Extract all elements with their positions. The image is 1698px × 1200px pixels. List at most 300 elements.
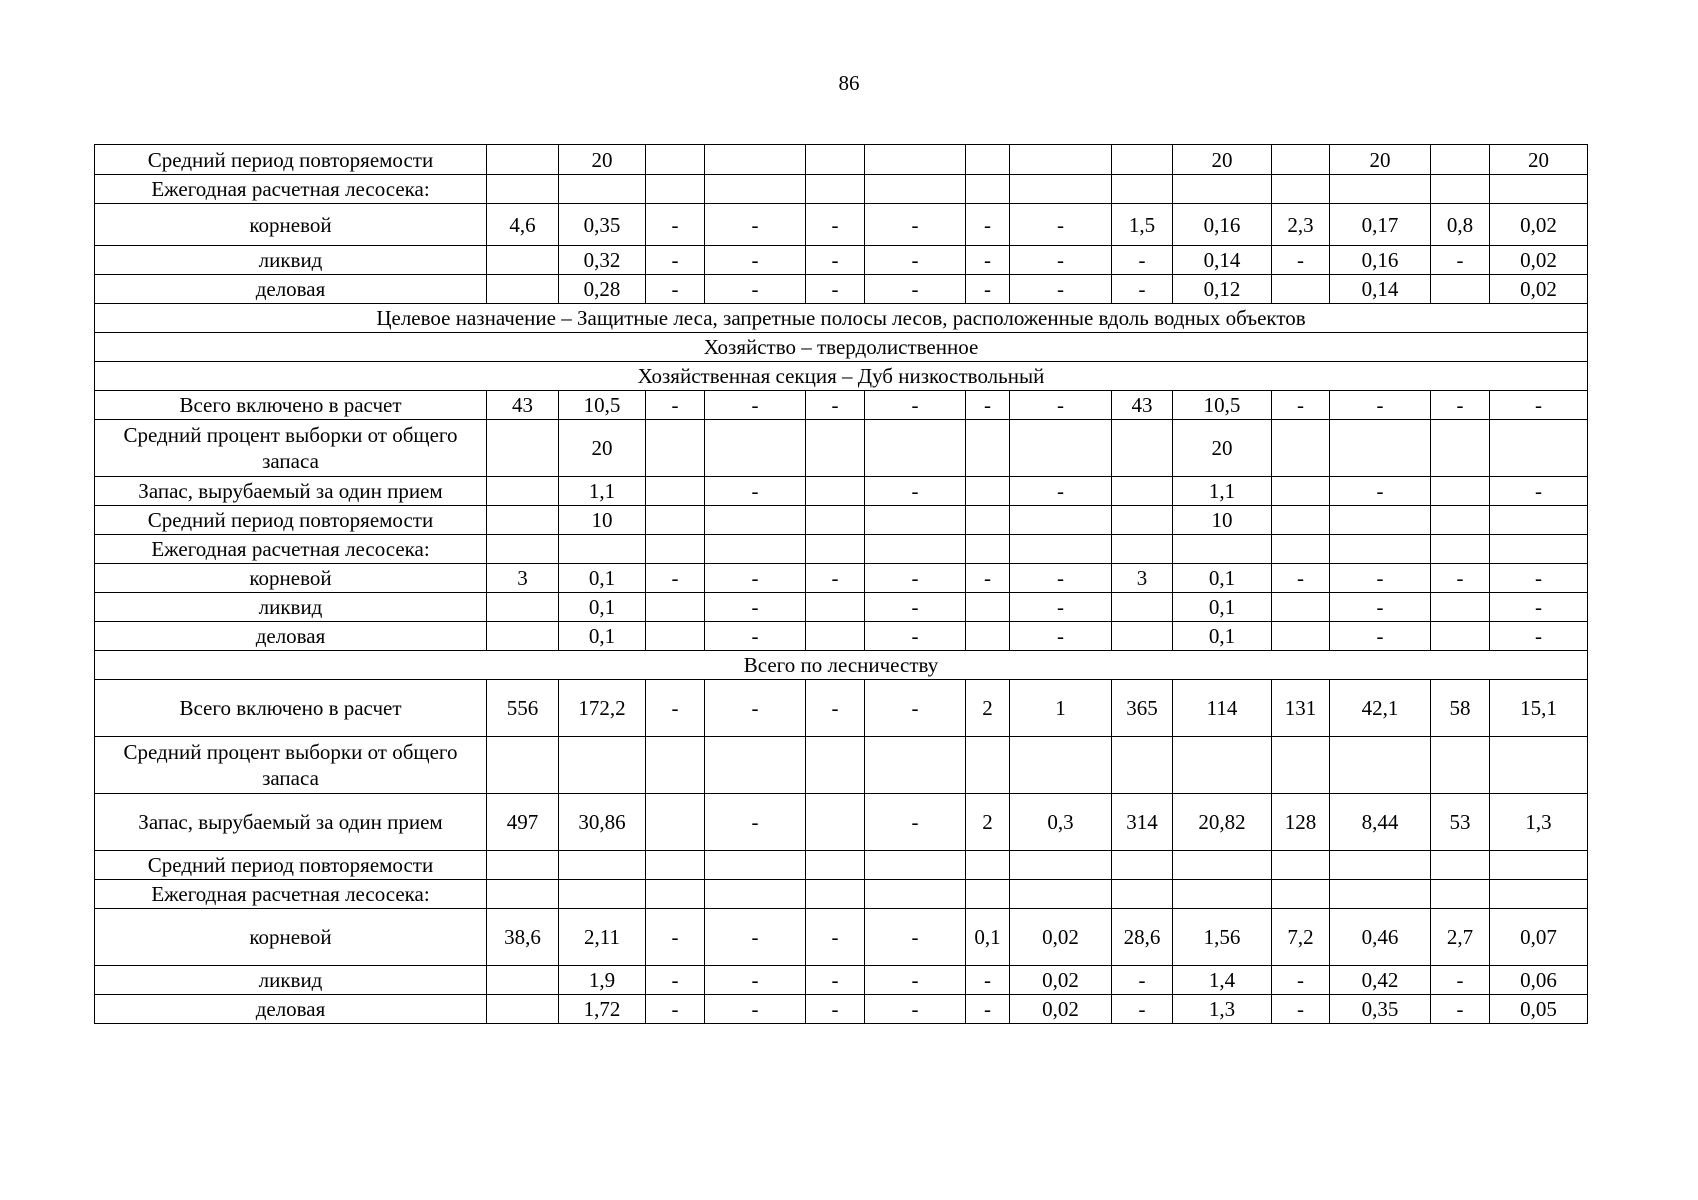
table-cell: 20 bbox=[559, 420, 646, 477]
table-cell bbox=[1010, 851, 1112, 880]
table-cell: - bbox=[1330, 622, 1431, 651]
table-cell: 0,35 bbox=[559, 204, 646, 246]
table-cell bbox=[1330, 737, 1431, 794]
table-cell: 1,9 bbox=[559, 966, 646, 995]
table-cell bbox=[806, 535, 865, 564]
table-cell bbox=[806, 420, 865, 477]
table-cell: 1,5 bbox=[1112, 204, 1173, 246]
table-cell bbox=[487, 246, 559, 275]
table-cell bbox=[1112, 535, 1173, 564]
table-cell: - bbox=[806, 680, 865, 737]
table-cell: - bbox=[1490, 477, 1588, 506]
table-cell: - bbox=[1490, 391, 1588, 420]
table-cell: 2 bbox=[966, 680, 1010, 737]
table-cell bbox=[1490, 880, 1588, 909]
table-cell bbox=[1490, 506, 1588, 535]
row-label: Ежегодная расчетная лесосека: bbox=[95, 880, 487, 909]
table-cell: 53 bbox=[1431, 794, 1490, 851]
table-cell bbox=[806, 175, 865, 204]
table-cell bbox=[806, 851, 865, 880]
table-cell bbox=[966, 175, 1010, 204]
table-cell: 0,12 bbox=[1173, 275, 1272, 304]
table-cell: 10 bbox=[1173, 506, 1272, 535]
table-row bbox=[95, 275, 1588, 304]
table-row bbox=[95, 420, 1588, 477]
table-cell bbox=[1272, 851, 1330, 880]
section-heading: Хозяйственная секция – Дуб низкоствольный bbox=[95, 362, 1588, 391]
table-cell bbox=[865, 420, 966, 477]
table-row bbox=[95, 680, 1588, 737]
table-row bbox=[95, 737, 1588, 794]
table-cell bbox=[1272, 175, 1330, 204]
table-cell: 0,16 bbox=[1173, 204, 1272, 246]
table-cell bbox=[865, 535, 966, 564]
table-cell bbox=[705, 880, 806, 909]
table-cell: 30,86 bbox=[559, 794, 646, 851]
table-row bbox=[95, 477, 1588, 506]
table-row bbox=[95, 564, 1588, 593]
table-cell: - bbox=[646, 995, 705, 1024]
table-cell: - bbox=[865, 794, 966, 851]
table-cell: 0,14 bbox=[1173, 246, 1272, 275]
table-cell bbox=[646, 851, 705, 880]
table-cell bbox=[1272, 275, 1330, 304]
table-cell bbox=[1112, 145, 1173, 175]
table-cell bbox=[1010, 737, 1112, 794]
table-cell: 1,4 bbox=[1173, 966, 1272, 995]
table-cell bbox=[1431, 737, 1490, 794]
table-cell: - bbox=[1112, 966, 1173, 995]
table-cell bbox=[806, 477, 865, 506]
table-cell: 0,17 bbox=[1330, 204, 1431, 246]
table-cell: - bbox=[865, 564, 966, 593]
row-label: ликвид bbox=[95, 593, 487, 622]
table-cell: - bbox=[966, 966, 1010, 995]
table-row bbox=[95, 391, 1588, 420]
table-cell bbox=[705, 506, 806, 535]
section-heading: Целевое назначение – Защитные леса, запретные полосы лесов, расположенные вдоль водных объектов bbox=[95, 304, 1588, 333]
table-cell: 365 bbox=[1112, 680, 1173, 737]
table-cell bbox=[865, 506, 966, 535]
table-cell bbox=[966, 477, 1010, 506]
table-cell: - bbox=[806, 909, 865, 966]
table-cell: - bbox=[1010, 593, 1112, 622]
table-cell: 10,5 bbox=[1173, 391, 1272, 420]
table-cell bbox=[966, 593, 1010, 622]
table-cell bbox=[966, 420, 1010, 477]
table-cell bbox=[966, 145, 1010, 175]
table-cell: - bbox=[1010, 246, 1112, 275]
table-cell: 0,1 bbox=[1173, 564, 1272, 593]
table-cell: - bbox=[865, 995, 966, 1024]
table-cell bbox=[1272, 506, 1330, 535]
table-cell bbox=[1330, 880, 1431, 909]
table-cell: 2,3 bbox=[1272, 204, 1330, 246]
table-cell: 20 bbox=[1173, 145, 1272, 175]
row-label: деловая bbox=[95, 995, 487, 1024]
table-cell: 28,6 bbox=[1112, 909, 1173, 966]
table-cell bbox=[806, 794, 865, 851]
table-cell bbox=[487, 851, 559, 880]
table-cell bbox=[487, 477, 559, 506]
table-cell bbox=[487, 275, 559, 304]
table-cell bbox=[487, 535, 559, 564]
table-cell: 0,02 bbox=[1490, 246, 1588, 275]
table-cell bbox=[1490, 175, 1588, 204]
table-cell bbox=[865, 851, 966, 880]
row-label: Средний процент выборки от общего запаса bbox=[95, 737, 487, 794]
table-cell: 2,11 bbox=[559, 909, 646, 966]
table-cell: - bbox=[1010, 622, 1112, 651]
table-cell: 314 bbox=[1112, 794, 1173, 851]
table-cell bbox=[1272, 593, 1330, 622]
row-label: Средний период повторяемости bbox=[95, 145, 487, 175]
table-cell: - bbox=[1272, 966, 1330, 995]
table-cell: 0,06 bbox=[1490, 966, 1588, 995]
table-cell bbox=[1431, 535, 1490, 564]
section-heading: Всего по лесничеству bbox=[95, 651, 1588, 680]
row-label: Средний процент выборки от общего запаса bbox=[95, 420, 487, 477]
table-cell: 0,3 bbox=[1010, 794, 1112, 851]
table-cell: 42,1 bbox=[1330, 680, 1431, 737]
table-cell: 556 bbox=[487, 680, 559, 737]
table-row bbox=[95, 851, 1588, 880]
row-label: корневой bbox=[95, 909, 487, 966]
table-cell: 0,02 bbox=[1490, 275, 1588, 304]
table-cell: - bbox=[1330, 564, 1431, 593]
table-cell: - bbox=[1330, 391, 1431, 420]
table-cell: 0,16 bbox=[1330, 246, 1431, 275]
table-cell: 20 bbox=[1173, 420, 1272, 477]
table-cell: 497 bbox=[487, 794, 559, 851]
table-cell bbox=[865, 737, 966, 794]
table-cell bbox=[487, 175, 559, 204]
table-cell: 3 bbox=[487, 564, 559, 593]
table-cell bbox=[1490, 535, 1588, 564]
table-cell: - bbox=[865, 966, 966, 995]
table-cell bbox=[646, 477, 705, 506]
table-cell: - bbox=[806, 246, 865, 275]
table-cell: - bbox=[646, 909, 705, 966]
row-label: корневой bbox=[95, 204, 487, 246]
table-cell: - bbox=[646, 564, 705, 593]
table-cell: - bbox=[865, 593, 966, 622]
table-cell: 0,35 bbox=[1330, 995, 1431, 1024]
table-cell: - bbox=[1272, 246, 1330, 275]
table-cell bbox=[1431, 622, 1490, 651]
table-cell bbox=[646, 535, 705, 564]
table-cell bbox=[705, 851, 806, 880]
table-row bbox=[95, 246, 1588, 275]
table-cell bbox=[1330, 851, 1431, 880]
row-label: ликвид bbox=[95, 246, 487, 275]
table-row bbox=[95, 175, 1588, 204]
table-cell: - bbox=[646, 275, 705, 304]
table-cell: - bbox=[705, 593, 806, 622]
table-cell bbox=[559, 880, 646, 909]
table-cell bbox=[1173, 535, 1272, 564]
table-cell: - bbox=[1010, 391, 1112, 420]
table-cell: 0,46 bbox=[1330, 909, 1431, 966]
table-cell bbox=[966, 535, 1010, 564]
table-cell: 0,14 bbox=[1330, 275, 1431, 304]
table-cell: 58 bbox=[1431, 680, 1490, 737]
table-cell: - bbox=[865, 477, 966, 506]
table-cell: 7,2 bbox=[1272, 909, 1330, 966]
table-cell bbox=[559, 737, 646, 794]
table-cell bbox=[1330, 175, 1431, 204]
table-cell: - bbox=[1272, 391, 1330, 420]
table-cell: - bbox=[865, 680, 966, 737]
table-row bbox=[95, 880, 1588, 909]
table-cell bbox=[1272, 737, 1330, 794]
table-cell bbox=[1330, 420, 1431, 477]
table-cell bbox=[806, 506, 865, 535]
table-cell bbox=[1010, 420, 1112, 477]
table-cell: - bbox=[966, 391, 1010, 420]
table-cell bbox=[559, 851, 646, 880]
table-cell bbox=[646, 145, 705, 175]
table-cell bbox=[487, 593, 559, 622]
section-row bbox=[95, 651, 1588, 680]
table-cell: 10,5 bbox=[559, 391, 646, 420]
table-cell: 0,05 bbox=[1490, 995, 1588, 1024]
table-cell: - bbox=[865, 204, 966, 246]
table-cell: - bbox=[1272, 995, 1330, 1024]
table-cell: - bbox=[1330, 477, 1431, 506]
table-row bbox=[95, 204, 1588, 246]
row-label: Средний период повторяемости bbox=[95, 506, 487, 535]
table-cell bbox=[1272, 880, 1330, 909]
table-cell: - bbox=[1010, 564, 1112, 593]
table-cell bbox=[487, 880, 559, 909]
table-cell bbox=[646, 794, 705, 851]
row-label: Запас, вырубаемый за один прием bbox=[95, 794, 487, 851]
table-cell: - bbox=[1431, 391, 1490, 420]
section-row bbox=[95, 333, 1588, 362]
table-cell: - bbox=[705, 909, 806, 966]
table-cell: 0,28 bbox=[559, 275, 646, 304]
table-cell bbox=[1112, 622, 1173, 651]
table-cell: - bbox=[705, 477, 806, 506]
table-cell bbox=[806, 880, 865, 909]
table-cell bbox=[487, 145, 559, 175]
row-label: Всего включено в расчет bbox=[95, 680, 487, 737]
table-cell: - bbox=[705, 204, 806, 246]
table-cell bbox=[646, 175, 705, 204]
row-label: Ежегодная расчетная лесосека: bbox=[95, 535, 487, 564]
table-cell bbox=[1431, 275, 1490, 304]
table-cell: - bbox=[806, 204, 865, 246]
table-cell bbox=[1272, 477, 1330, 506]
table-cell bbox=[1272, 535, 1330, 564]
table-cell: 172,2 bbox=[559, 680, 646, 737]
table-cell bbox=[966, 506, 1010, 535]
row-label: Средний период повторяемости bbox=[95, 851, 487, 880]
table-cell: - bbox=[806, 391, 865, 420]
table-cell: - bbox=[646, 246, 705, 275]
table-cell bbox=[966, 622, 1010, 651]
table-cell: 0,1 bbox=[559, 622, 646, 651]
table-cell: - bbox=[865, 391, 966, 420]
table-cell: 0,02 bbox=[1490, 204, 1588, 246]
table-cell: 2,7 bbox=[1431, 909, 1490, 966]
table-cell: - bbox=[1431, 246, 1490, 275]
table-row bbox=[95, 506, 1588, 535]
table-cell: - bbox=[705, 622, 806, 651]
table-cell bbox=[705, 420, 806, 477]
table-cell: - bbox=[1010, 275, 1112, 304]
table-cell: 3 bbox=[1112, 564, 1173, 593]
table-cell: - bbox=[1112, 995, 1173, 1024]
table-row bbox=[95, 909, 1588, 966]
table-cell: - bbox=[1490, 622, 1588, 651]
table-cell bbox=[1431, 477, 1490, 506]
table-cell: - bbox=[966, 564, 1010, 593]
table-cell: - bbox=[646, 204, 705, 246]
table-cell: 2 bbox=[966, 794, 1010, 851]
table-cell: 4,6 bbox=[487, 204, 559, 246]
table-cell bbox=[1431, 506, 1490, 535]
table-cell: - bbox=[1010, 204, 1112, 246]
table-cell: - bbox=[966, 275, 1010, 304]
table-cell bbox=[865, 145, 966, 175]
table-cell bbox=[646, 420, 705, 477]
table-cell bbox=[705, 737, 806, 794]
table-cell bbox=[705, 535, 806, 564]
table-cell: 20,82 bbox=[1173, 794, 1272, 851]
table-cell: 0,8 bbox=[1431, 204, 1490, 246]
table-cell: 0,42 bbox=[1330, 966, 1431, 995]
table-cell bbox=[1173, 880, 1272, 909]
table-cell: 0,02 bbox=[1010, 966, 1112, 995]
table-cell: 20 bbox=[1490, 145, 1588, 175]
table-cell: 20 bbox=[559, 145, 646, 175]
row-label: Всего включено в расчет bbox=[95, 391, 487, 420]
table-cell bbox=[646, 593, 705, 622]
table-cell: - bbox=[865, 275, 966, 304]
cutting-area-table bbox=[94, 144, 1588, 1024]
table-cell: - bbox=[806, 966, 865, 995]
table-cell: - bbox=[646, 680, 705, 737]
table-cell: 1,3 bbox=[1173, 995, 1272, 1024]
table-cell: 0,02 bbox=[1010, 995, 1112, 1024]
table-cell bbox=[1490, 851, 1588, 880]
table-row bbox=[95, 794, 1588, 851]
table-cell: - bbox=[1330, 593, 1431, 622]
table-cell: 1 bbox=[1010, 680, 1112, 737]
section-row bbox=[95, 304, 1588, 333]
table-row bbox=[95, 145, 1588, 175]
table-cell: - bbox=[646, 391, 705, 420]
table-cell: - bbox=[705, 564, 806, 593]
table-cell: - bbox=[705, 966, 806, 995]
table-cell: 1,72 bbox=[559, 995, 646, 1024]
table-cell: - bbox=[705, 794, 806, 851]
table-cell bbox=[1431, 851, 1490, 880]
table-row bbox=[95, 622, 1588, 651]
table-cell bbox=[1112, 477, 1173, 506]
table-cell bbox=[966, 851, 1010, 880]
table-cell: 8,44 bbox=[1330, 794, 1431, 851]
table-cell: - bbox=[1431, 966, 1490, 995]
table-cell bbox=[1431, 420, 1490, 477]
table-cell bbox=[806, 593, 865, 622]
table-cell: 0,07 bbox=[1490, 909, 1588, 966]
table-cell: - bbox=[646, 966, 705, 995]
table-cell bbox=[806, 145, 865, 175]
table-cell bbox=[1173, 175, 1272, 204]
table-cell: 15,1 bbox=[1490, 680, 1588, 737]
table-cell bbox=[865, 175, 966, 204]
table-cell: - bbox=[865, 246, 966, 275]
table-cell bbox=[1330, 535, 1431, 564]
table-cell bbox=[1272, 420, 1330, 477]
table-cell: - bbox=[705, 391, 806, 420]
table-cell bbox=[487, 966, 559, 995]
table-cell: - bbox=[1010, 477, 1112, 506]
table-cell: 10 bbox=[559, 506, 646, 535]
table-cell: 20 bbox=[1330, 145, 1431, 175]
table-cell: - bbox=[865, 909, 966, 966]
row-label: корневой bbox=[95, 564, 487, 593]
table-cell bbox=[1272, 622, 1330, 651]
table-cell bbox=[865, 880, 966, 909]
table-cell bbox=[1112, 593, 1173, 622]
table-cell bbox=[1431, 880, 1490, 909]
table-cell: - bbox=[966, 995, 1010, 1024]
table-cell: - bbox=[1112, 275, 1173, 304]
table-cell bbox=[487, 420, 559, 477]
table-cell bbox=[1112, 851, 1173, 880]
table-cell: - bbox=[966, 204, 1010, 246]
table-cell bbox=[646, 737, 705, 794]
table-cell: - bbox=[1272, 564, 1330, 593]
table-cell: 1,56 bbox=[1173, 909, 1272, 966]
table-cell bbox=[559, 535, 646, 564]
table-cell: 1,3 bbox=[1490, 794, 1588, 851]
table-cell: - bbox=[1490, 593, 1588, 622]
table-cell bbox=[705, 145, 806, 175]
table-cell bbox=[487, 995, 559, 1024]
table-row bbox=[95, 966, 1588, 995]
table-cell: - bbox=[1431, 995, 1490, 1024]
table-cell: - bbox=[705, 680, 806, 737]
table-cell bbox=[1173, 851, 1272, 880]
table-cell: 0,32 bbox=[559, 246, 646, 275]
table-cell bbox=[1173, 737, 1272, 794]
table-cell bbox=[646, 506, 705, 535]
table-cell bbox=[487, 622, 559, 651]
table-cell: 1,1 bbox=[1173, 477, 1272, 506]
table-cell bbox=[1272, 145, 1330, 175]
table-cell bbox=[966, 737, 1010, 794]
table-cell bbox=[806, 622, 865, 651]
table-cell bbox=[1490, 737, 1588, 794]
table-cell: - bbox=[1431, 564, 1490, 593]
table-cell: 0,1 bbox=[1173, 622, 1272, 651]
table-cell bbox=[1010, 175, 1112, 204]
table-cell: 0,1 bbox=[559, 564, 646, 593]
table-cell bbox=[487, 737, 559, 794]
table-cell: 0,1 bbox=[1173, 593, 1272, 622]
table-cell: - bbox=[806, 275, 865, 304]
table-cell: - bbox=[806, 995, 865, 1024]
table-cell: - bbox=[865, 622, 966, 651]
row-label: Запас, вырубаемый за один прием bbox=[95, 477, 487, 506]
table-cell bbox=[1431, 145, 1490, 175]
table-cell bbox=[966, 880, 1010, 909]
